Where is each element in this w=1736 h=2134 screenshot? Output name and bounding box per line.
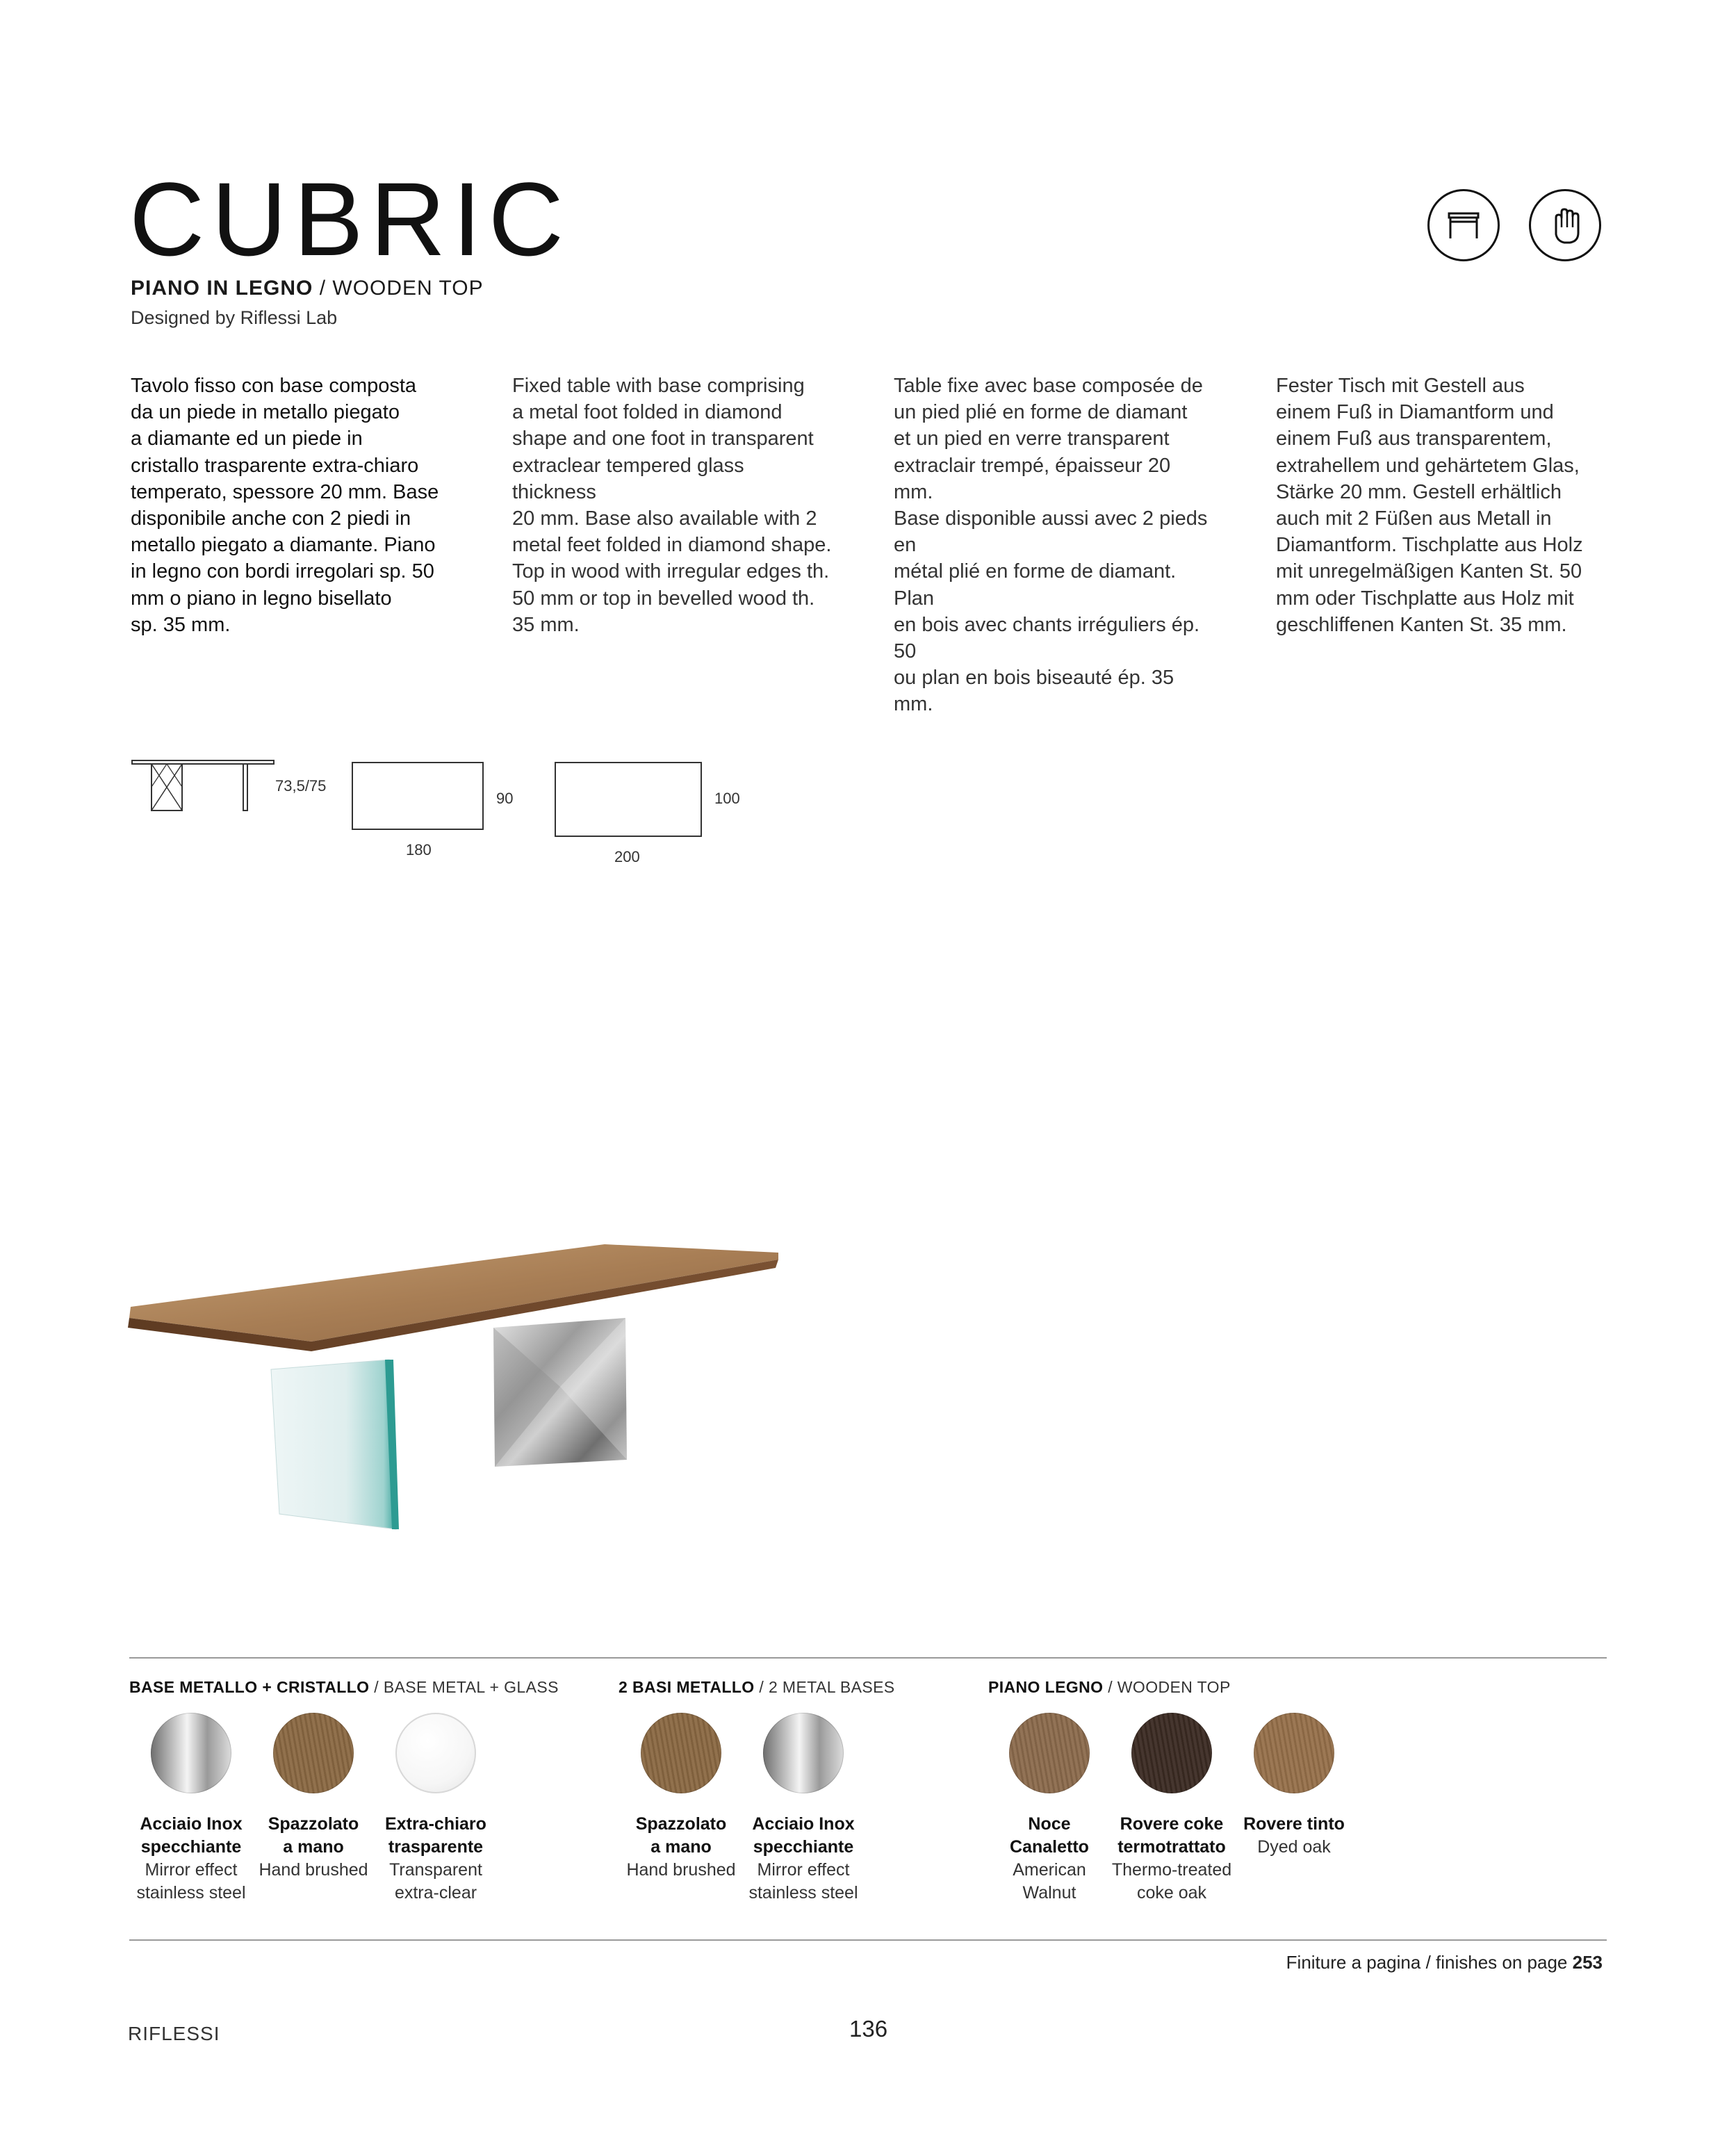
finishes-page-reference: Finiture a pagina / finishes on page 253 [1286,1952,1603,1973]
description-german: Fester Tisch mit Gestell aus einem Fuß in Diamantform und einem Fuß aus transparentem, extrahellem und gehärtetem Glas, Stärke 20 mm. Gestell erhältlich auch mit 2 Füßen aus Metall in Diamantform. Tischplatte aus Holz mit unregelmäßigen Kanten St. 50 mm oder Tischplatte aus Holz mit geschliffenen Kanten St. 35 mm. [1276,375,1583,636]
height-dimension: 73,5/75 [275,777,327,795]
finishes-top-rule [129,1657,1607,1659]
brand-name: RIFLESSI [128,2023,220,2044]
plan-180x90-width: 180 [406,841,432,858]
finish-swatch [151,1713,231,1793]
finishes-bottom-rule [129,1939,1607,1941]
description-french: Table fixe avec base composée de un pied plié en forme de diamant et un pied en verre transparent extraclair trempé, épaisseur 20 mm. Base disponible aussi avec 2 pieds en métal plié en forme de diamant. Plan en bois avec chants irréguliers ép. 50 ou plan en bois biseauté ép. 35 mm. [894,375,1208,716]
finish-group-title-2-metal-bases: 2 BASI METALLO / 2 METAL BASES [619,1678,895,1696]
finish-swatch [763,1713,844,1793]
subtitle-separator: / [313,277,333,300]
finish-description: Dyed oak [1257,1837,1331,1857]
plan-200x100-depth: 100 [714,790,740,807]
finish-swatch [641,1713,721,1793]
description-english: Fixed table with base comprising a metal foot folded in diamond shape and one foot in transparent extraclear tempered glass thickness 20 mm. Base also available with 2 metal feet folded in diamond shape. Top in wood with irregular edges th. 50 mm or top in bevelled wood th. 35 mm. [512,375,832,636]
finish-description: Mirror effect stainless steel [748,1860,858,1903]
finish-swatch [1254,1713,1334,1793]
finish-swatch [395,1713,476,1793]
product-subtitle [131,277,484,300]
plan-200x100-width: 200 [614,848,640,865]
page-number: 136 [849,2016,888,2042]
finish-description: Mirror effect stainless steel [136,1860,246,1903]
finish-description: American Walnut [1013,1860,1086,1903]
fixed-table-icon [1427,189,1500,261]
finish-name: Rovere coke termotrattato [1117,1814,1226,1857]
finish-name: Spazzolato a mano [268,1814,359,1857]
description-italian: Tavolo fisso con base composta da un piede in metallo piegato a diamante ed un piede in cristallo trasparente extra-chiaro temperato, spessore 20 mm. Base disponibile anche con 2 piedi in metallo piegato a diamante. Piano in legno con bordi irregolari sp. 50 mm o piano in legno bisellato sp. 35 mm. [131,375,439,636]
designer-credit: Designed by Riflessi Lab [131,307,338,328]
plan-200x100-drawing [555,762,702,837]
finish-name: Spazzolato a mano [635,1814,727,1857]
plan-180x90-depth: 90 [496,790,514,807]
finish-group-title-base-metal-glass: BASE METALLO + CRISTALLO / BASE METAL + GLASS [129,1678,559,1696]
finish-description: Thermo-treated coke oak [1111,1860,1232,1903]
finish-swatch [1009,1713,1090,1793]
finish-name: Rovere tinto [1243,1814,1345,1834]
finish-name: Acciaio Inox specchiante [752,1814,855,1857]
finish-name: Acciaio Inox specchiante [140,1814,243,1857]
finish-description: Transparent extra-clear [389,1860,482,1903]
side-elevation-drawing [129,758,282,820]
table-product-image [125,1223,778,1543]
product-title: CUBRIC [129,161,571,277]
finish-swatch [1131,1713,1212,1793]
plan-180x90-drawing [352,762,484,830]
subtitle-english: WOODEN TOP [332,277,484,300]
finish-name: Extra-chiaro trasparente [385,1814,486,1857]
finish-name: Noce Canaletto [1010,1814,1089,1857]
finish-description: Hand brushed [259,1860,368,1880]
hand-made-icon [1529,189,1601,261]
finish-swatch [273,1713,354,1793]
finish-group-title-wooden-top: PIANO LEGNO / WOODEN TOP [988,1678,1231,1696]
subtitle-italian: PIANO IN LEGNO [131,277,313,300]
finish-description: Hand brushed [626,1860,736,1880]
